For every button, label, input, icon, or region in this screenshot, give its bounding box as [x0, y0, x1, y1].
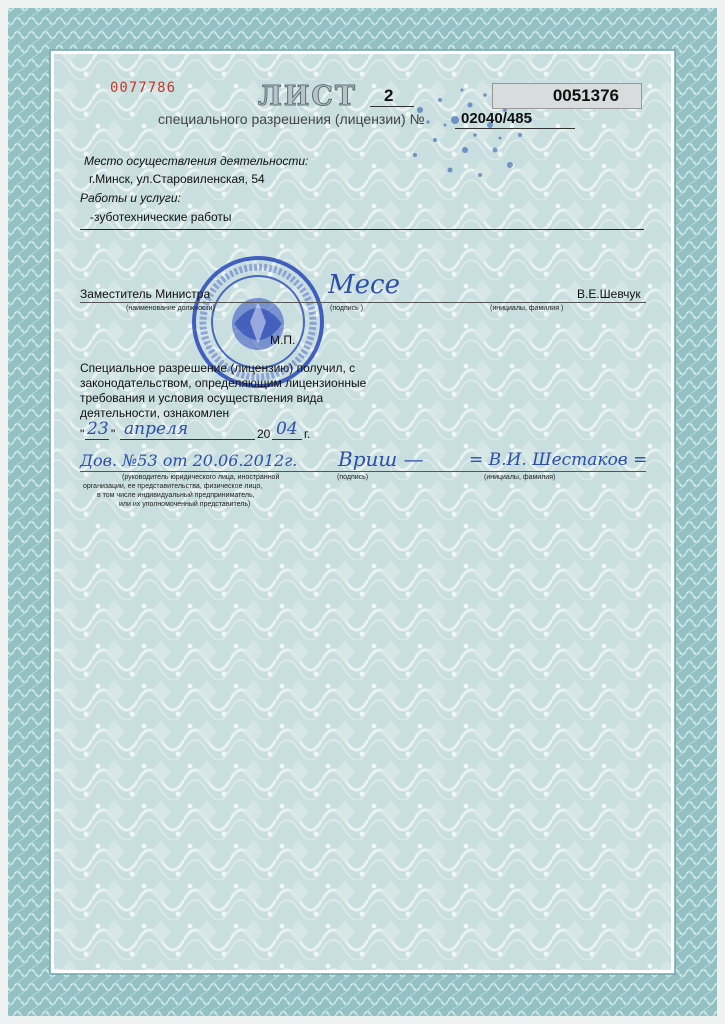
date-year-unit: г. [304, 427, 311, 441]
location-label: Место осуществления деятельности: [84, 154, 309, 168]
acknowledgement-line-3: требования и условия осуществления вида [80, 391, 324, 405]
handwritten-signature-2: Вриш — [338, 447, 424, 471]
official-position: Заместитель Министра [80, 287, 211, 301]
handwritten-signature-1: Mece [328, 270, 400, 300]
recipient-caption-4: или их уполномоченный представитель) [119, 501, 251, 508]
recipient-line [80, 471, 646, 472]
location-value: г.Минск, ул.Старовиленская, 54 [89, 172, 265, 186]
form-number: 0077786 [110, 80, 177, 96]
signature-caption: (подпись ) [330, 305, 364, 312]
recipient-name: = В.И. Шестаков = [469, 450, 648, 470]
acknowledgement-line-4: деятельности, ознакомлен [80, 406, 230, 420]
services-label: Работы и услуги: [80, 191, 181, 205]
license-number: 02040/485 [461, 110, 532, 127]
acknowledgement-line-1: Специальное разрешение (лицензию) получил, с [80, 361, 356, 375]
initials-caption: (инициалы, фамилия ) [490, 305, 564, 312]
position-line [80, 302, 646, 303]
permit-label: специального разрешения (лицензии) № [158, 111, 425, 127]
services-value: -зуботехнические работы [90, 210, 232, 224]
date-year-suffix: 04 [276, 419, 298, 439]
recipient-caption-1: (руководитель юридического лица, иностранной [122, 474, 280, 481]
position-caption: (наименование должности) [126, 305, 215, 312]
date-year-line [272, 439, 302, 440]
date-month-line [120, 439, 255, 440]
acknowledgement-line-2: законодательством, определяющим лицензионные [80, 376, 367, 390]
date-open-quote: " [80, 427, 85, 441]
recipient-caption-2: организации, ее представительства, физическое лицо, [83, 483, 263, 490]
services-divider [80, 229, 644, 230]
official-initials: В.Е.Шевчук [577, 287, 641, 301]
date-year-prefix: 20 [257, 427, 271, 441]
recipient-signature-caption: (подпись) [337, 474, 369, 481]
seal-place-label: М.П. [270, 333, 296, 347]
date-month: апреля [124, 419, 189, 439]
recipient-initials-caption: (инициалы, фамилия) [484, 474, 556, 481]
date-day: 23 [87, 419, 109, 439]
license-number-underline [455, 128, 575, 129]
date-day-line [85, 439, 109, 440]
recipient-basis: Дов. №53 от 20.06.2012г. [80, 451, 298, 470]
sheet-title: ЛИСТ [258, 81, 357, 112]
serial-number-box [492, 83, 642, 109]
date-close-quote: " [111, 427, 116, 441]
recipient-caption-3: в том числе индивидуальный предприниматель, [97, 492, 255, 499]
sheet-number: 2 [384, 86, 394, 105]
serial-number: 0051376 [552, 86, 619, 105]
